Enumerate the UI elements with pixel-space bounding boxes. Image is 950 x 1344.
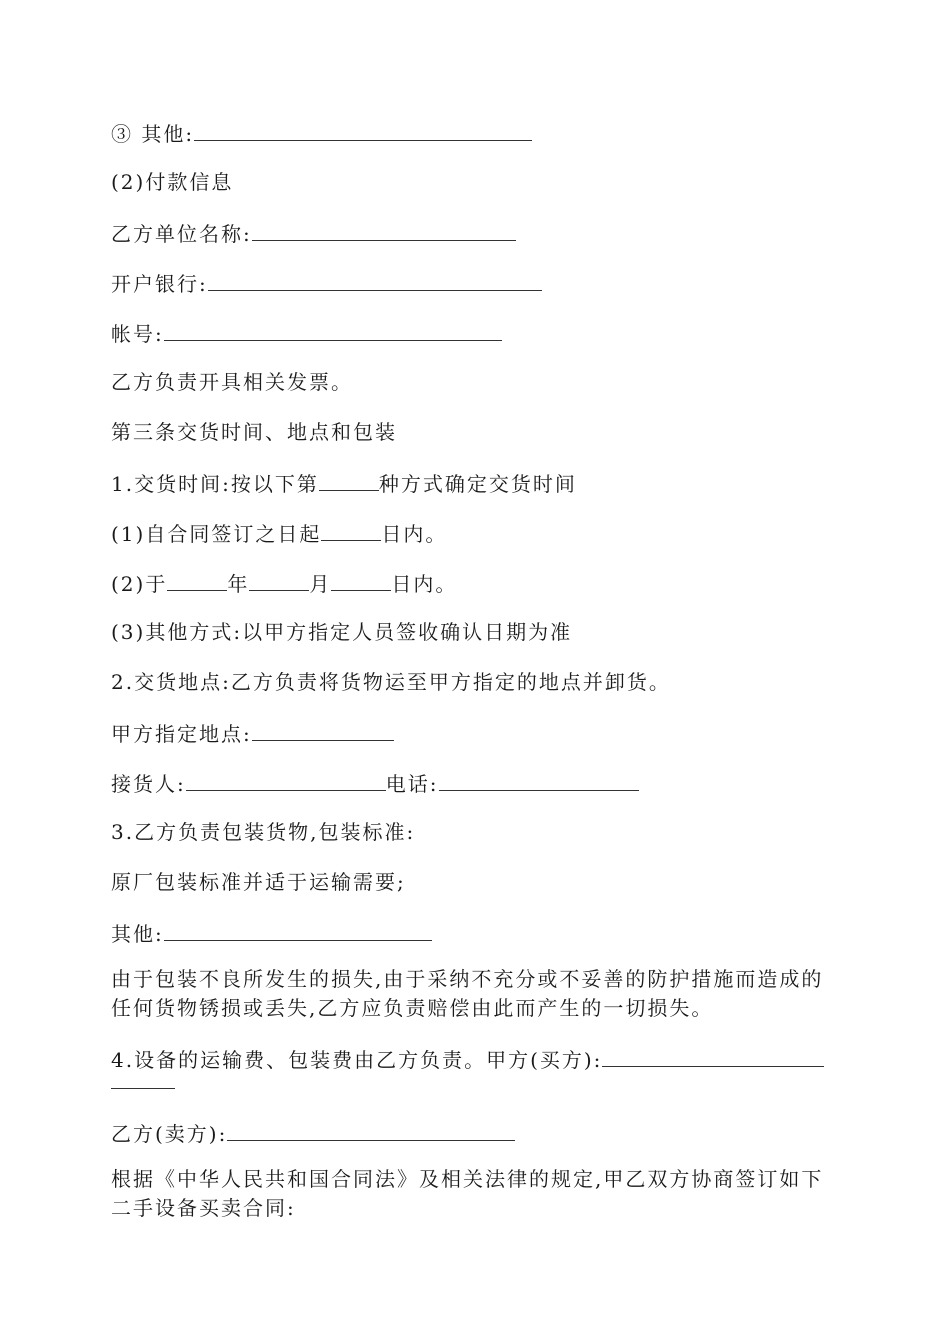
seller-name-line	[111, 220, 516, 246]
phone-label: 电话:	[385, 772, 439, 796]
transport-fee-line	[111, 1046, 824, 1072]
loss-liability-paragraph: 由于包装不良所发生的损失,由于采纳不充分或不妥善的防护措施而造成的任何货物锈损或丢失,乙方应负责赔偿由此而产生的一切损失。	[111, 967, 824, 1020]
article-three-heading: 第三条交货时间、地点和包装	[111, 420, 397, 444]
year-blank	[167, 570, 227, 591]
packaging-standard-line: 原厂包装标准并适于运输需要;	[111, 870, 406, 894]
payment-info-heading: (2)付款信息	[111, 170, 234, 194]
seller-party-line	[111, 1120, 515, 1146]
day-blank	[331, 570, 391, 591]
bank-line	[111, 270, 542, 296]
seller-party-label: 乙方(卖方):	[111, 1122, 228, 1146]
year-label: 年	[227, 572, 250, 596]
transport-fee-text: 4.设备的运输费、包装费由乙方负责。甲方(买方):	[111, 1048, 603, 1072]
designated-place-label: 甲方指定地点:	[111, 722, 252, 746]
delivery-time-line	[111, 470, 577, 496]
delivery-days-line	[111, 520, 447, 546]
blank-field	[319, 470, 379, 491]
other-method-line: (3)其他方式:以甲方指定人员签收确认日期为准	[111, 620, 573, 644]
receiver-blank	[186, 770, 386, 791]
phone-blank	[439, 770, 639, 791]
delivery-time-suffix: 种方式确定交货时间	[378, 472, 577, 496]
blank-field	[111, 1068, 175, 1089]
buyer-blank	[602, 1046, 824, 1067]
blank-field	[194, 120, 532, 141]
invoice-statement: 乙方负责开具相关发票。	[111, 370, 353, 394]
blank-field	[252, 720, 394, 741]
blank-field	[164, 920, 432, 941]
blank-field	[321, 520, 381, 541]
blank-field	[208, 270, 542, 291]
bank-label: 开户银行:	[111, 272, 208, 296]
blank-field	[164, 320, 502, 341]
delivery-place-line: 2.交货地点:乙方负责将货物运至甲方指定的地点并卸货。	[111, 670, 671, 694]
seller-name-label: 乙方单位名称:	[111, 222, 252, 246]
buyer-blank-continuation	[111, 1068, 175, 1094]
blank-field	[227, 1120, 515, 1141]
packaging-line: 3.乙方负责包装货物,包装标准:	[111, 820, 416, 844]
delivery-date-line	[111, 570, 457, 596]
delivery-days-label: (1)自合同签订之日起	[111, 522, 322, 546]
designated-place-line	[111, 720, 394, 746]
other-label: ③ 其他:	[111, 122, 195, 146]
account-line	[111, 320, 502, 346]
date-prefix: (2)于	[111, 572, 168, 596]
packaging-other-line	[111, 920, 432, 946]
receiver-label: 接货人:	[111, 772, 186, 796]
month-label: 月	[309, 572, 332, 596]
packaging-other-label: 其他:	[111, 922, 164, 946]
month-blank	[249, 570, 309, 591]
blank-field	[252, 220, 516, 241]
day-label: 日内。	[391, 572, 458, 596]
other-payment-line	[111, 120, 532, 146]
delivery-days-suffix: 日内。	[381, 522, 448, 546]
delivery-time-label: 1.交货时间:按以下第	[111, 472, 319, 496]
account-label: 帐号:	[111, 322, 164, 346]
contract-preamble-paragraph: 根据《中华人民共和国合同法》及相关法律的规定,甲乙双方协商签订如下二手设备买卖合同:	[111, 1167, 824, 1220]
receiver-line	[111, 770, 639, 796]
